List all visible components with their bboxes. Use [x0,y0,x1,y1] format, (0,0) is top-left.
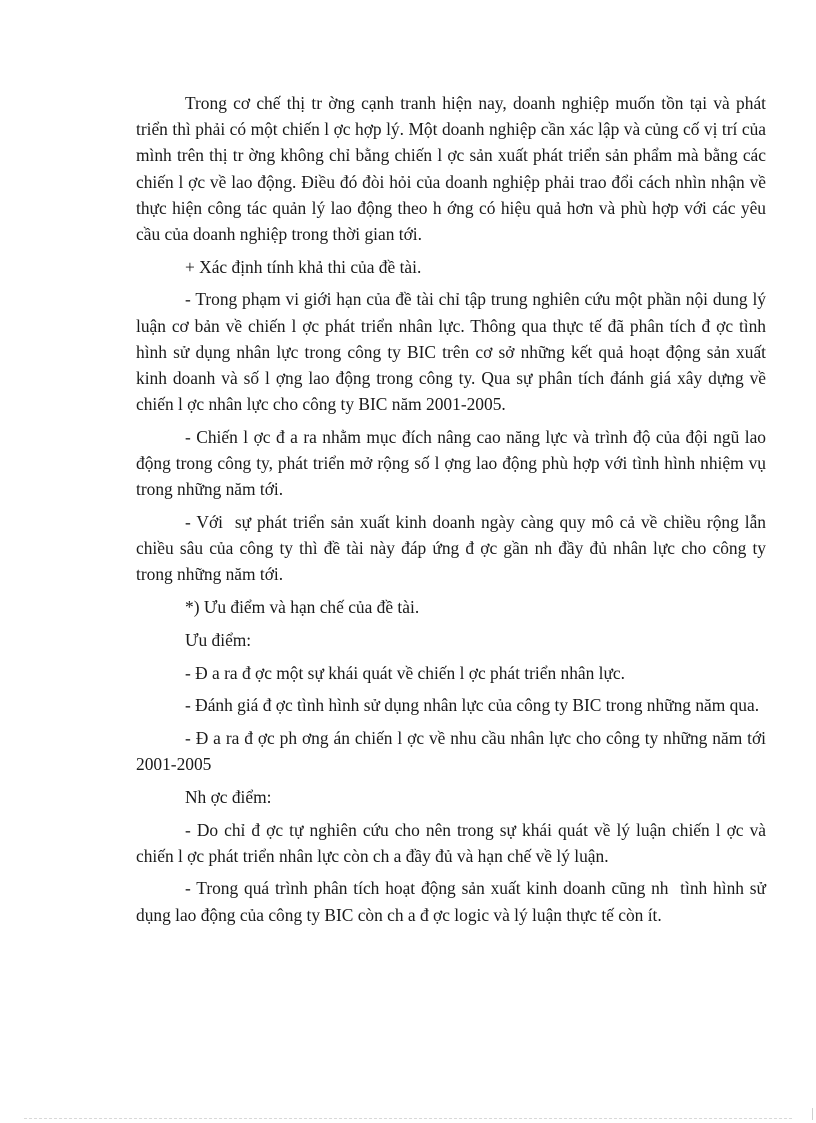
disadvantage-item-1: - Do chỉ đ ợc tự nghiên cứu cho nên trong sự khái quát về lý luận chiến l ợc và chiến l ợc phát triển nhân lực còn ch a đầy đủ và hạn chế về lý luận. [136,819,771,866]
feasibility-heading: + Xác định tính khả thi của đề tài. [185,256,422,277]
development-paragraph: - Với sự phát triển sản xuất kinh doanh ngày càng quy mô cả về chiều rộng lẫn chiều sâu của công ty thì đề tài này đáp ứng đ ợc gần nh đầy đủ nhân lực cho công ty trong những năm tới. [136,512,771,585]
document-page [136,90,771,934]
strategy-purpose-paragraph: - Chiến l ợc đ a ra nhằm mục đích nâng cao năng lực và trình độ của đội ngũ lao động trong công ty, phát triển mở rộng số l ợng lao động phù hợp với tình hình nhiệm vụ trong những năm tới. [136,426,771,500]
pros-cons-heading: *) Ưu điểm và hạn chế của đề tài. [185,597,420,618]
advantage-item-1: - Đ a ra đ ợc một sự khái quát về chiến l ợc phát triển nhân lực. [185,662,625,683]
disadvantage-item-2: - Trong quá trình phân tích hoạt động sản xuất kinh doanh cũng nh tình hình sử dụng lao động của công ty BIC còn ch a đ ợc logic và lý luận thực tế còn ít. [136,878,771,925]
scope-paragraph: - Trong phạm vi giới hạn của đề tài chỉ tập trung nghiên cứu một phần nội dung lý luận cơ bản về chiến l ợc phát triển nhân lực. Thông qua thực tế đã phân tích đ ợc tình hình sử dụng nhân lực trong công ty BIC trên cơ sở những kết quả hoạt động sản xuất kinh doanh và số l ợng lao động trong công ty. Qua sự phân tích đánh giá xây dựng về chiến l ợc nhân lực cho công ty BIC năm 2001-2005. [136,289,771,415]
disadvantages-label: Nh ợc điểm: [185,786,272,807]
advantage-item-2: - Đánh giá đ ợc tình hình sử dụng nhân lực của công ty BIC trong những năm qua. [185,695,760,716]
intro-paragraph: Trong cơ chế thị tr ờng cạnh tranh hiện nay, doanh nghiệp muốn tồn tại và phát triển thì phải có một chiến l ợc hợp lý. Một doanh nghiệp cần xác lập và củng cố vị trí của mình trên thị tr ờng không chỉ bằng chiến l ợc sản xuất phát triển sản phẩm mà bằng các chiến l ợc về lao động. Điều đó đòi hỏi của doanh nghiệp phải trao đổi cách nhìn nhận về thực hiện công tác quản lý lao động theo h ớng có hiệu quả hơn và phù hợp với các yêu cầu của doanh nghiệp trong thời gian tới. [136,93,771,245]
page-bottom-divider [24,1118,792,1119]
page-corner-mark [812,1108,813,1120]
advantages-label: Ưu điểm: [185,629,252,650]
advantage-item-3: - Đ a ra đ ợc ph ơng án chiến l ợc về nhu cầu nhân lực cho công ty những năm tới 2001-2005 [136,727,771,775]
